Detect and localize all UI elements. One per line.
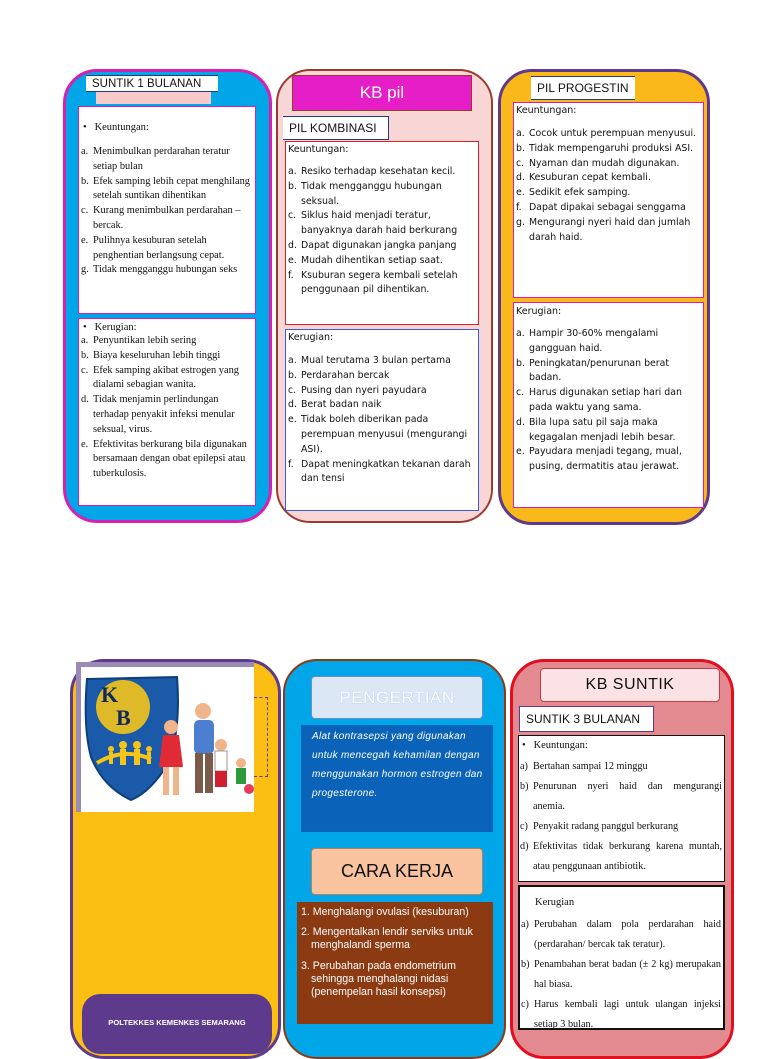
list-item-text: Siklus haid menjadi teratur, banyaknya darah haid berkurang — [301, 210, 458, 237]
kerugian-heading: Kerugian: — [94, 322, 137, 333]
list-item-text: Bertahan sampai 12 minggu — [533, 761, 648, 772]
list-item — [516, 357, 703, 387]
list-item-text: Perdarahan bercak — [301, 369, 390, 381]
list-item — [519, 777, 724, 817]
panel6-kerugian-box — [518, 885, 725, 1030]
list-item — [288, 239, 478, 254]
list-item-text: Dapat dipakai sebagai senggama — [529, 201, 686, 213]
list-item-text: Kesuburan cepat kembali. — [529, 172, 651, 184]
panel2-kerugian-list — [288, 354, 478, 487]
list-marker: a. — [81, 146, 89, 157]
keuntungan-heading: Keuntungan: — [288, 144, 349, 155]
list-marker: a. — [81, 335, 89, 346]
list-marker: b) — [520, 781, 529, 792]
list-marker: c. — [81, 364, 89, 376]
list-marker: e. — [81, 438, 89, 450]
list-item — [81, 175, 255, 205]
keuntungan-heading: Keuntungan: — [533, 740, 588, 751]
cara-kerja-title: CARA KERJA — [340, 861, 454, 881]
kb-suntik-title: KB SUNTIK — [585, 676, 675, 693]
panel3-keuntungan-list — [516, 127, 703, 245]
list-item-text: Peningkatan/penurunan berat badan. — [529, 357, 670, 384]
list-item — [81, 145, 255, 175]
list-marker: d. — [288, 239, 297, 251]
cover-dashed-box — [254, 697, 268, 777]
list-item — [520, 955, 723, 995]
panel2-kerugian-box — [285, 329, 479, 511]
panel2-keuntungan-box — [285, 141, 479, 325]
list-marker: c. — [288, 384, 297, 396]
list-item-text: Tidak mengganggu hubungan seks — [93, 264, 238, 276]
list-item-text: Bila lupa satu pil saja maka kegagalan menjadi lebih besar. — [529, 416, 676, 443]
list-item-text: Pusing dan nyeri payudara — [301, 384, 427, 396]
list-item — [288, 354, 478, 369]
list-item-text: Harus kembali lagi untuk ulangan injeksi setiap 3 bulan. — [534, 999, 721, 1030]
list-marker: g. — [516, 216, 525, 228]
list-marker: a) — [520, 761, 528, 772]
list-marker: f. — [288, 269, 294, 281]
list-item-text: Efektivitas tidak berkurang karena muntah, atau penggunaan antibiotik. — [533, 841, 722, 872]
list-item — [516, 216, 703, 246]
list-item — [519, 757, 724, 777]
list-item-text: Perubahan dalam pola perdarahan haid (perdarahan/ bercak tak teratur). — [534, 919, 721, 950]
list-marker: a. — [516, 128, 525, 139]
pengertian-title: PENGERTIAN — [339, 687, 455, 707]
panel1-keuntungan-box — [78, 106, 256, 314]
list-item-text: Mudah dihentikan setiap saat. — [301, 254, 443, 266]
list-item-text: Penurunan nyeri haid dan mengurangi anemia. — [533, 781, 722, 812]
list-item-text: Dapat meningkatkan tekanan darah dan tensi — [301, 458, 471, 485]
pil-progestin-label: PIL PROGESTIN — [531, 76, 635, 100]
list-marker: c) — [520, 821, 528, 832]
list-item-text: Hampir 30-60% mengalami gangguan haid. — [529, 328, 659, 354]
list-marker: f. — [516, 201, 522, 213]
list-item-text: Penambahan berat badan (± 2 kg) merupakan hal biasa. — [534, 959, 721, 990]
panel1-keuntungan-title: • Keuntungan: — [83, 122, 149, 133]
list-marker: e. — [516, 187, 525, 199]
panel1-tag-backing — [96, 90, 211, 104]
list-item — [288, 384, 478, 399]
list-marker: d) — [520, 841, 529, 852]
list-item — [520, 995, 723, 1035]
list-marker: d. — [516, 172, 525, 184]
cara-kerja-box — [297, 902, 493, 1024]
list-item — [81, 364, 255, 394]
panel6-kerugian-title: Kerugian — [535, 897, 575, 908]
list-item — [520, 915, 723, 955]
list-item — [288, 165, 478, 180]
list-marker: a) — [521, 919, 529, 930]
list-marker: d. — [516, 416, 525, 428]
svg-text:B: B — [116, 705, 131, 730]
list-item — [516, 157, 703, 172]
list-item — [516, 416, 703, 446]
list-marker: d. — [288, 399, 297, 411]
list-item-text: Menimbulkan perdarahan teratur setiap bulan — [93, 146, 230, 172]
panel3-kerugian-box — [513, 302, 704, 508]
list-item-text: Mual terutama 3 bulan pertama — [301, 355, 451, 366]
list-item — [81, 334, 255, 349]
list-marker: b) — [521, 959, 530, 970]
list-item — [288, 369, 478, 384]
list-marker: b. — [288, 180, 297, 192]
list-item — [516, 201, 703, 216]
keuntungan-heading: Keuntungan: — [516, 105, 577, 116]
list-marker: d. — [81, 394, 89, 406]
kerugian-heading: Kerugian: — [288, 332, 334, 343]
list-item — [81, 393, 255, 437]
kb-suntik-header — [540, 668, 720, 702]
list-item-text: Penyakit radang panggul berkurang — [533, 821, 679, 832]
list-item-text: Efek samping lebih cepat menghilang setelah suntikan dihentikan — [93, 175, 250, 202]
list-item-text: Cocok untuk perempuan menyusui. — [529, 128, 697, 139]
list-marker: c. — [516, 387, 525, 399]
list-item — [516, 445, 703, 475]
list-item — [516, 171, 703, 186]
list-marker: c. — [516, 157, 525, 169]
keuntungan-heading: Keuntungan: — [94, 122, 149, 133]
panel6-kerugian-list — [520, 915, 723, 1035]
cara-item-1: 1. Menghalangi ovulasi (kesuburan) — [301, 906, 469, 918]
panel1-kerugian-title: • Kerugian: — [83, 322, 137, 333]
list-item — [81, 349, 255, 364]
cover-footer-bar — [82, 994, 272, 1054]
cover-image — [76, 662, 254, 812]
list-marker: a. — [288, 166, 297, 177]
suntik-3-bulanan-label: SUNTIK 3 BULANAN — [519, 706, 654, 732]
list-marker: g. — [81, 264, 89, 276]
panel6-keuntungan-title: • Keuntungan: — [522, 740, 588, 751]
list-marker: e. — [288, 414, 297, 426]
list-item-text: Pulihnya kesuburan setelah penghentian berlangsung cepat. — [93, 234, 225, 261]
list-item-text: Resiko terhadap kesehatan kecil. — [301, 166, 456, 177]
list-item-text: Tidak mengganggu hubungan seksual. — [301, 180, 442, 207]
panel3-keuntungan-box — [513, 102, 704, 298]
list-marker: f. — [288, 458, 294, 470]
list-marker: c. — [81, 205, 89, 217]
panel6-keuntungan-list — [519, 757, 724, 877]
kb-pil-header — [292, 75, 472, 111]
panel1-kerugian-list — [81, 334, 255, 482]
list-marker: b. — [81, 349, 89, 361]
panel1-kerugian-box — [78, 318, 256, 506]
list-marker: e. — [81, 234, 89, 246]
pengertian-header — [311, 676, 483, 719]
list-item — [288, 413, 478, 457]
kb-pil-title: KB pil — [359, 83, 405, 102]
list-marker: b. — [516, 357, 525, 369]
list-item-text: Tidak mempengaruhi produksi ASI. — [529, 142, 694, 154]
list-item-text: Payudara menjadi tegang, mual, pusing, dermatitis atau jerawat. — [529, 446, 682, 473]
panel2-keuntungan-list — [288, 165, 478, 298]
list-marker: c. — [288, 210, 297, 222]
list-item — [516, 142, 703, 157]
list-item-text: Berat badan naik — [301, 399, 382, 411]
cara-item-2: 2. Mengentalkan lendir serviks untuk menghalandi sperma — [301, 926, 473, 951]
list-item — [81, 263, 255, 278]
list-item — [516, 386, 703, 416]
pil-kombinasi-label: PIL KOMBINASI — [283, 116, 389, 140]
list-marker: b. — [288, 369, 297, 381]
list-item-text: Ksuburan segera kembali setelah penggunaan pil dihentikan. — [301, 269, 458, 296]
list-item — [288, 209, 478, 239]
panel3-kerugian-list — [516, 327, 703, 475]
list-item-text: Harus digunakan setiap hari dan pada waktu yang sama. — [529, 387, 682, 413]
list-item — [288, 254, 478, 269]
institution-name: POLTEKKES KEMENKES SEMARANG — [108, 1018, 246, 1027]
list-item-text: Kurang menimbulkan perdarahan – bercak. — [93, 205, 241, 231]
list-item-text: Biaya keseluruhan lebih tinggi — [93, 349, 221, 361]
list-item — [288, 398, 478, 413]
list-item-text: Mengurangi nyeri haid dan jumlah darah haid. — [529, 216, 691, 243]
list-item — [81, 234, 255, 264]
list-item-text: Nyaman dan mudah digunakan. — [529, 157, 680, 169]
pengertian-text: Alat kontrasepsi yang digunakan untuk mencegah kehamilan dengan menggunakan hormon estrogen dan progesterone. — [312, 731, 483, 799]
list-item — [81, 438, 255, 482]
list-marker: a. — [288, 355, 297, 366]
list-item-text: Dapat digunakan jangka panjang — [301, 239, 457, 251]
list-item-text: Penyuntikan lebih sering — [93, 335, 197, 346]
list-item-text: Efektivitas berkurang bila digunakan bersamaan dengan obat epilepsi atau tuberkulosis. — [93, 438, 247, 480]
list-item-text: Sedikit efek samping. — [529, 187, 631, 199]
list-item-text: Tidak boleh diberikan pada perempuan menyusui (mengurangi ASI). — [301, 414, 468, 455]
list-item — [519, 817, 724, 837]
list-item — [288, 269, 478, 299]
suntik-1-bulanan-label: SUNTIK 1 BULANAN — [86, 75, 218, 92]
list-item-text: Efek samping akibat estrogen yang dialami sebagian wanita. — [93, 364, 240, 391]
list-marker: e. — [288, 254, 297, 266]
list-item — [288, 458, 478, 488]
kerugian-heading: Kerugian: — [516, 306, 562, 317]
cara-item-3: 3. Perubahan pada endometrium sehingga menghalangi nidasi (penempelan hasil konsepsi) — [301, 960, 456, 998]
pengertian-text-box — [301, 725, 493, 832]
cara-kerja-header — [311, 848, 483, 895]
list-marker: c) — [521, 999, 529, 1010]
family-logo-illustration — [81, 667, 254, 812]
list-item — [519, 837, 724, 877]
svg-text:K: K — [101, 682, 119, 707]
list-item — [516, 186, 703, 201]
list-marker: e. — [516, 446, 525, 458]
list-item — [516, 127, 703, 142]
panel1-keuntungan-list — [81, 145, 255, 278]
list-item — [81, 204, 255, 234]
list-marker: b. — [516, 142, 525, 154]
list-item — [288, 180, 478, 210]
list-marker: a. — [516, 328, 525, 339]
list-marker: b. — [81, 175, 89, 187]
list-item — [516, 327, 703, 357]
list-item-text: Tidak menjamin perlindungan terhadap penyakit infeksi menular seksual, virus. — [93, 394, 235, 435]
panel6-keuntungan-box — [518, 735, 725, 882]
